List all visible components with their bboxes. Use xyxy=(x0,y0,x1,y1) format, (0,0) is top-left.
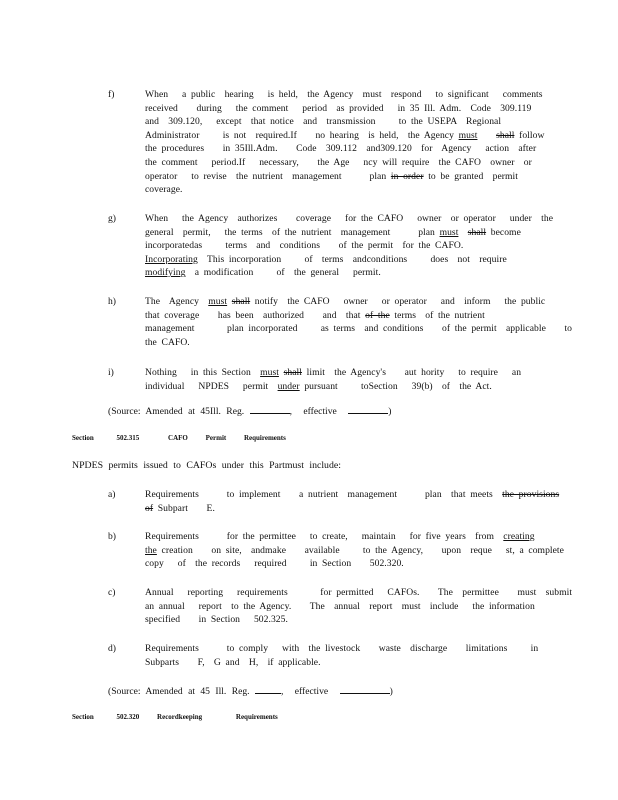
text-run: Requirements for the permittee to create, maintain for five years from xyxy=(145,531,504,542)
text-run: to be granted permit xyxy=(423,170,518,182)
subsection-text xyxy=(145,366,545,393)
text-run: follow xyxy=(514,129,545,141)
subsection-letter: d) xyxy=(108,643,116,654)
text-run: creation on site, andmake available to the Agency, upon reque st, a complete xyxy=(156,544,564,556)
source-close: ) xyxy=(388,406,392,417)
text-run: Administrator is not required.If no hearing is held, the Agency xyxy=(145,129,459,141)
text-line xyxy=(145,656,545,670)
section-label: Section xyxy=(72,713,94,721)
source-effective: effective xyxy=(294,686,329,697)
text-line xyxy=(145,380,545,394)
text-line xyxy=(145,322,573,336)
text-line xyxy=(145,613,545,627)
text-run: Requirements to implement a nutrient management plan that meets xyxy=(145,489,503,500)
text-line xyxy=(145,212,554,226)
subsection-text xyxy=(145,88,545,197)
text-run: When a public hearing is held, the Agency must respond to significant comments xyxy=(145,89,543,100)
section-title-word: Requirements xyxy=(235,713,278,721)
text-line xyxy=(145,544,564,558)
text-run xyxy=(477,130,496,141)
text-line xyxy=(145,183,545,197)
text-line xyxy=(145,129,545,143)
struck-text: in order xyxy=(390,170,424,182)
subsection-text xyxy=(145,212,554,280)
subsection-letter: b) xyxy=(108,531,116,542)
subsection-text xyxy=(145,530,564,571)
inserted-text: must xyxy=(458,129,478,141)
text-run: an annual report to the Agency. The annual report must include the information xyxy=(145,600,535,612)
text-line xyxy=(145,557,545,571)
blank-line xyxy=(340,684,390,694)
inserted-text: under xyxy=(277,380,300,392)
text-run: become xyxy=(486,226,521,238)
subsection-text xyxy=(145,586,573,627)
section-title-word: Requirements xyxy=(243,434,286,442)
source-note-1 xyxy=(108,404,391,417)
text-line xyxy=(145,336,545,350)
text-run: received during the comment period as provided in 35 Ill. Adm. Code 309.119 xyxy=(145,102,532,114)
subsection-text xyxy=(145,295,573,349)
struck-text: of the xyxy=(365,309,390,321)
blank-line xyxy=(348,404,388,414)
struck-text: shall xyxy=(496,129,515,141)
text-line xyxy=(145,488,560,502)
text-run: The Agency xyxy=(145,296,209,307)
text-run: terms of the nutrient xyxy=(389,309,485,321)
text-line xyxy=(145,502,545,516)
section-number: 502.315 xyxy=(116,434,140,442)
text-run: pursuant toSection 39(b) of the Act. xyxy=(299,380,492,392)
struck-text: shall xyxy=(231,296,251,307)
subsection-letter: h) xyxy=(108,296,116,307)
text-run: that coverage has been authorized and that xyxy=(145,309,366,321)
text-line xyxy=(145,88,545,102)
section-intro: NPDES permits issued to CAFOs under this Partmust include: xyxy=(72,460,341,471)
inserted-text: creating xyxy=(503,531,535,542)
text-line xyxy=(145,115,545,129)
text-run: Requirements to comply with the livestock waste discharge limitations in xyxy=(145,643,539,654)
text-run: Subparts F, G and H, if applicable. xyxy=(145,656,321,668)
inserted-text: must xyxy=(260,367,279,378)
inserted-text: must xyxy=(439,226,459,238)
text-run: a modification of the general permit. xyxy=(185,267,381,279)
text-line xyxy=(145,253,545,267)
struck-text: of xyxy=(145,502,154,514)
text-run: individual NPDES permit xyxy=(145,380,278,392)
text-line xyxy=(145,226,545,240)
text-run: management plan incorporated as terms and conditions of the permit applicable to xyxy=(145,323,573,335)
text-run xyxy=(458,227,467,238)
text-run: notify the CAFO owner or operator and inform the public xyxy=(250,296,546,307)
subsection-letter: c) xyxy=(108,587,116,598)
text-run: Subpart E. xyxy=(153,502,215,514)
text-line xyxy=(145,366,545,380)
text-run: the CAFO. xyxy=(145,336,190,348)
subsection-letter: i) xyxy=(108,367,114,378)
text-run: incorporatedas terms and conditions of the permit for the CAFO. xyxy=(145,240,464,252)
source-close: ) xyxy=(389,686,393,697)
text-run: coverage. xyxy=(145,184,183,196)
text-run: copy of the records required in Section 502.320. xyxy=(145,558,404,570)
text-line xyxy=(145,600,545,614)
text-line xyxy=(145,642,545,656)
subsection-letter: f) xyxy=(108,89,115,100)
text-line xyxy=(145,102,545,116)
text-run: This incorporation of terms andconditions does not require xyxy=(197,253,507,265)
text-line xyxy=(145,586,573,600)
text-run: and 309.120, except that notice and transmission to the USEPA Regional xyxy=(145,116,502,128)
text-run: Nothing in this Section xyxy=(145,367,261,378)
section-heading-502-315 xyxy=(72,434,286,442)
text-line xyxy=(145,156,545,170)
blank-line xyxy=(255,684,281,694)
inserted-text: Incorporating xyxy=(145,253,198,265)
blank-line xyxy=(250,404,290,414)
subsection-text xyxy=(145,488,560,515)
text-line xyxy=(145,309,545,323)
text-line xyxy=(145,239,545,253)
text-run: general permit, the terms of the nutrient management plan xyxy=(145,226,440,238)
text-run: operator to revise the nutrient management plan xyxy=(145,170,391,182)
source-note-2 xyxy=(108,684,393,697)
text-run: the procedures in 35Ill.Adm. Code 309.112 and309.120 for Agency action after xyxy=(145,143,537,155)
section-heading-502-320 xyxy=(72,713,278,721)
struck-text: the provisions xyxy=(502,489,560,500)
subsection-letter: g) xyxy=(108,213,116,224)
inserted-text: modifying xyxy=(145,267,186,279)
struck-text: shall xyxy=(283,367,302,378)
source-text: (Source: Amended at 45Ill. Reg. xyxy=(108,406,245,417)
section-title-word: Recordkeeping xyxy=(157,713,203,721)
text-line xyxy=(145,266,545,280)
text-run: When the Agency authorizes coverage for the CAFO owner or operator under the xyxy=(145,213,554,224)
subsection-text xyxy=(145,642,545,669)
section-label: Section xyxy=(72,434,94,442)
section-title-word: CAFO xyxy=(168,434,188,442)
text-line xyxy=(145,142,545,156)
text-run: specified in Section 502.325. xyxy=(145,614,288,626)
section-title-word: Permit xyxy=(205,434,227,442)
source-text: (Source: Amended at 45 Ill. Reg. xyxy=(108,686,250,697)
text-run: limit the Agency's aut hority to require an xyxy=(301,367,522,378)
inserted-text: the xyxy=(145,544,157,556)
text-line xyxy=(145,170,545,184)
source-sep: , xyxy=(280,686,284,697)
struck-text: shall xyxy=(467,226,487,238)
text-run: Annual reporting requirements for permitted CAFOs. The permittee must submit xyxy=(145,587,573,598)
section-number: 502.320 xyxy=(116,713,140,721)
source-sep: , xyxy=(289,406,292,417)
subsection-letter: a) xyxy=(108,489,116,500)
text-line xyxy=(145,295,545,309)
text-run: the comment period.If necessary, the Age ncy will require the CAFO owner or xyxy=(145,156,532,168)
source-effective: effective xyxy=(303,406,337,417)
text-line xyxy=(145,530,545,544)
inserted-text: must xyxy=(208,296,228,307)
